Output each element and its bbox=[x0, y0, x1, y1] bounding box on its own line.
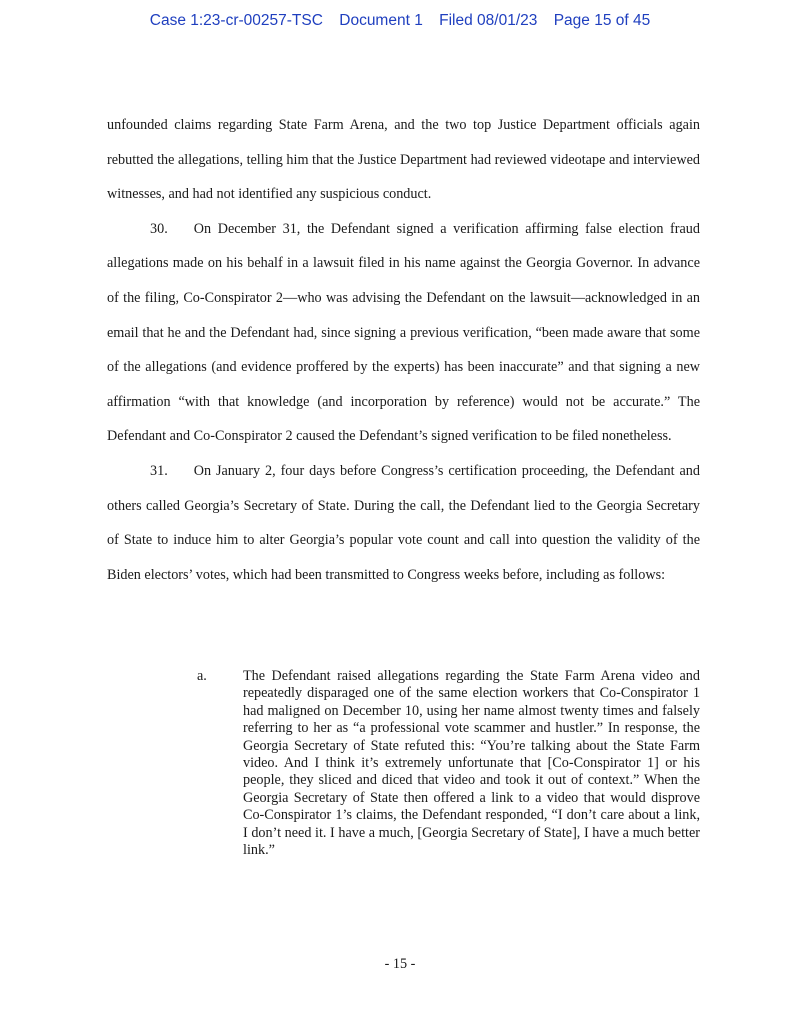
document-body bbox=[107, 108, 700, 592]
paragraph-text: unfounded claims regarding State Farm Arena, and the two top Justice Department officials again rebutted the allegations, telling him that the Justice Department had reviewed videotape and interviewed witnesses, and had not identified any suspicious conduct. bbox=[107, 117, 700, 203]
case-number: Case 1:23-cr-00257-TSC bbox=[149, 12, 323, 29]
subparagraph-a bbox=[197, 668, 700, 859]
subparagraph-marker: a. bbox=[197, 668, 207, 684]
paragraph-30 bbox=[107, 212, 700, 454]
paragraph-continuation bbox=[107, 108, 700, 212]
case-header bbox=[0, 12, 800, 30]
paragraph-text: On December 31, the Defendant signed a verification affirming false election fraud allegations made on his behalf in a lawsuit filed in his name against the Georgia Governor. In advance of the filing, Co-Conspirator 2—who was advising the Defendant on the lawsuit—acknowledged in an email that he and the Defendant had, since signing a previous verification, “been made aware that some of the allegations (and evidence proffered by the experts) has been inaccurate” and that signing a new affirmation “with that knowledge (and incorporation by reference) would not be accurate.” The Defendant and Co-Conspirator 2 caused the Defendant’s signed verification to be filed nonetheless. bbox=[107, 220, 700, 445]
subparagraph-text: The Defendant raised allegations regarding the State Farm Arena video and repeatedly disparaged one of the same election workers that Co-Conspirator 1 had maligned on December 10, using her name almost twenty times and falsely referring to her as “a professional vote scammer and hustler.” In response, the Georgia Secretary of State refuted this: “You’re talking about the State Farm video. And I think it’s extremely unfortunate that [Co-Conspirator 1] or his people, they sliced and diced that video and took it out of context.” When the Georgia Secretary of State then offered a link to a video that would disprove Co-Conspirator 1’s claims, the Defendant responded, “I don’t care about a link, I don’t need it. I have a much, [Georgia Secretary of State], I have a much better link.” bbox=[243, 668, 700, 859]
paragraph-number: 30. bbox=[150, 220, 168, 237]
document-number: Document 1 bbox=[339, 12, 423, 29]
page-count: Page 15 of 45 bbox=[553, 12, 651, 29]
paragraph-text: On January 2, four days before Congress’s certification proceeding, the Defendant and others called Georgia’s Secretary of State. During the call, the Defendant lied to the Georgia Secretary of State to induce him to alter Georgia’s popular vote count and call into question the validity of the Biden electors’ votes, which had been transmitted to Congress weeks before, including as follows: bbox=[107, 462, 700, 583]
paragraph-number: 31. bbox=[150, 462, 168, 479]
page-number: - 15 - bbox=[384, 956, 416, 972]
paragraph-31 bbox=[107, 454, 700, 592]
filed-date: Filed 08/01/23 bbox=[439, 12, 538, 29]
